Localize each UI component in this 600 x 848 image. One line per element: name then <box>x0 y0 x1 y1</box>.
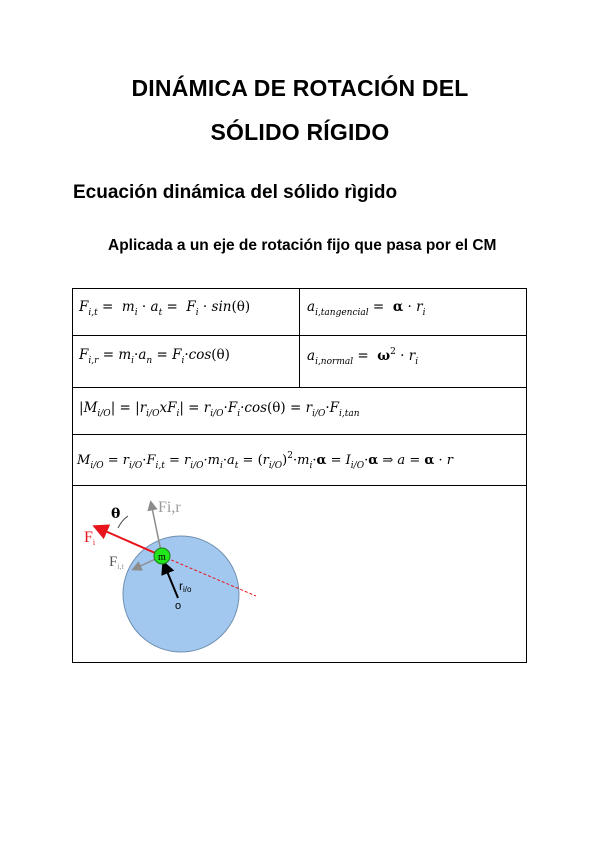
theta-label: θ <box>111 506 121 522</box>
fit-label: $F_{i,t}$ <box>109 554 124 571</box>
mass-label: m <box>158 552 166 563</box>
eq-tangential-force: $F_{i,t} = m_i \cdot a_t = F_i \cdot \sin(\theta)$ <box>79 299 251 318</box>
eq-radial-force: $F_{i,r} = m_i\cdot a_n = F_i\cdot\cos(\theta)$ <box>79 347 230 366</box>
radius-label: ri/o <box>179 579 192 594</box>
eq-normal-accel: $a_{i,normal} = \omega^2 \cdot r_i$ <box>307 347 419 367</box>
rigid-disk <box>123 536 239 652</box>
fir-label: Fi,r <box>158 499 181 516</box>
page-title-line1: DINÁMICA DE ROTACIÓN DEL <box>131 75 469 101</box>
section-heading: Ecuación dinámica del sólido rìgido <box>73 182 398 203</box>
page-title-line2: SÓLIDO RÍGIDO <box>210 119 390 145</box>
eq-moment-equation: $M_{i/O} = r_{i/O}\cdot F_{i,t} = r_{i/O}\cdot m_i\cdot a_t = (r_{i/O})^2\cdot m_i\cdot\alpha = I_{i/O}\cdot\alpha$ ⇒ a = α · r <box>77 451 453 471</box>
rotation-diagram <box>78 494 268 664</box>
subheading: Aplicada a un eje de rotación fijo que pasa por el CM <box>108 237 497 254</box>
eq-tangential-accel: $a_{i,tangencial} = \alpha \cdot r_i$ <box>307 299 426 318</box>
fi-label: Fi <box>84 529 96 547</box>
eq-moment-magnitude: $|M_{i/O}| = |r_{i/O}xF_i| = r_{i/O}\cdot F_i\cdot\cos(\theta) = r_{i/O}\cdot F_{i,tan}$ <box>79 400 360 419</box>
origin-label: o <box>175 600 182 612</box>
force-fi-arrow <box>96 527 162 556</box>
